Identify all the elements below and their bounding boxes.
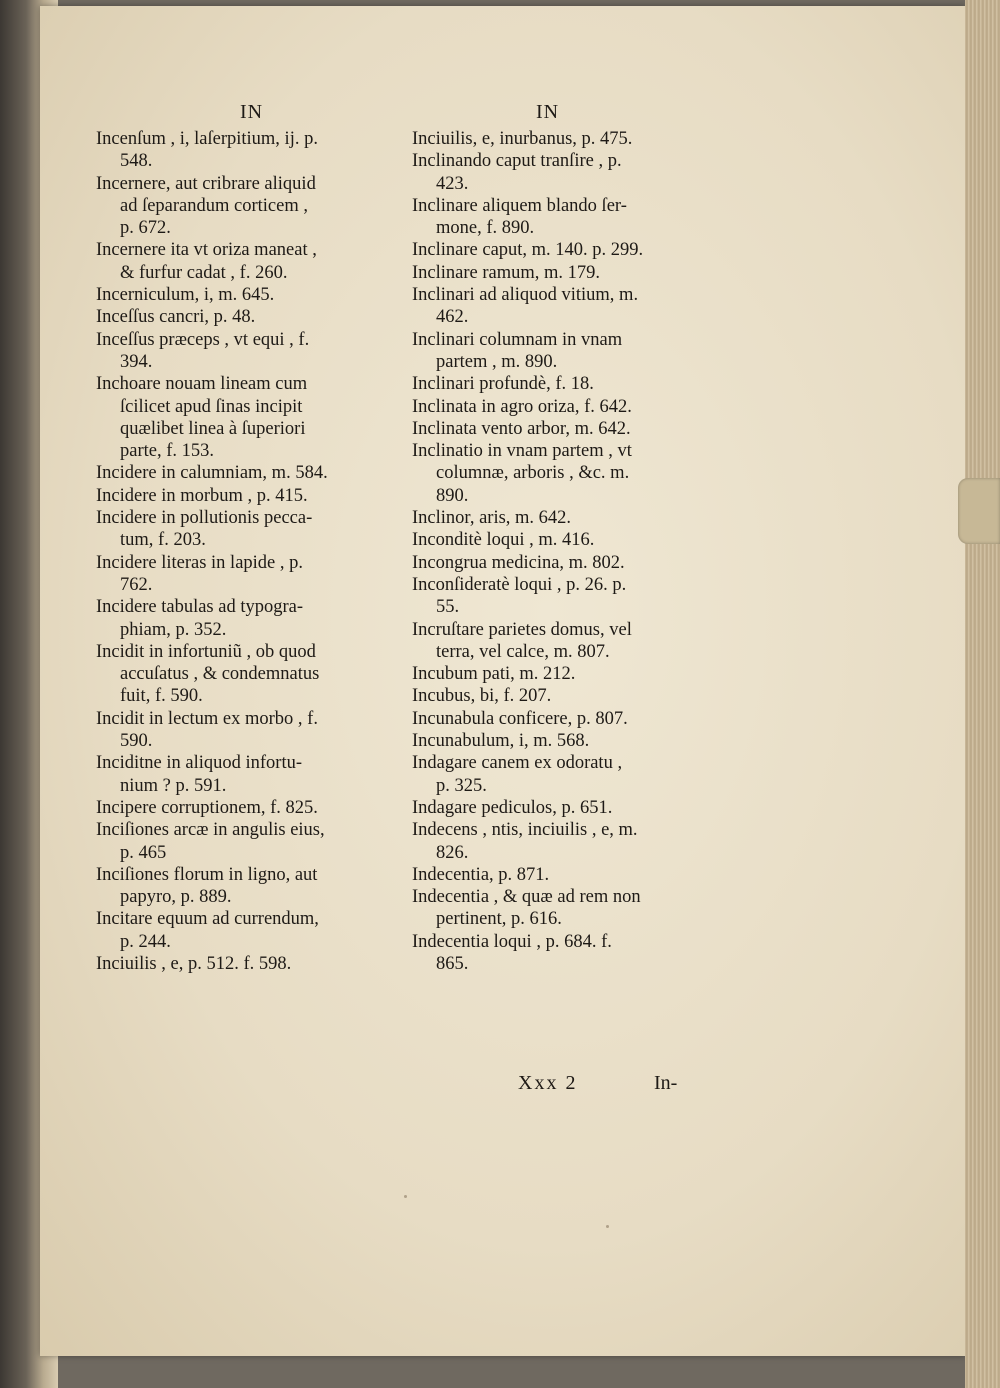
index-entry	[412, 284, 732, 329]
entry-headword-line: Incidere tabulas ad typogra-	[96, 597, 304, 618]
index-entry	[96, 239, 396, 284]
index-entry	[412, 819, 732, 864]
entry-continuation-line: & furfur cadat , f. 260.	[120, 262, 288, 283]
entry-headword-line: Incipere corruptionem, f. 825.	[96, 797, 318, 818]
index-entry	[96, 596, 396, 641]
index-entry	[412, 685, 732, 707]
entry-headword-line: Inciſiones florum in ligno, aut	[96, 864, 318, 885]
entry-headword-line: Inclinari columnam in vnam	[412, 329, 623, 350]
entry-headword-line: Inclinatio in vnam partem , vt	[412, 441, 632, 462]
right-index-column	[412, 128, 732, 975]
entry-headword-line: Inciuilis , e, p. 512. f. 598.	[96, 953, 292, 974]
catchword: In-	[654, 1072, 678, 1094]
entry-headword-line: Incidere in pollutionis pecca-	[96, 508, 313, 529]
index-entry	[96, 462, 396, 484]
index-entry	[412, 195, 732, 240]
entry-continuation-line: ad ſeparandum corticem ,	[120, 195, 308, 216]
entry-continuation-line: fuit, f. 590.	[120, 686, 203, 707]
entry-headword-line: Inclinata vento arbor, m. 642.	[412, 418, 631, 439]
index-entry	[412, 663, 732, 685]
entry-headword-line: Inclinata in agro oriza, f. 642.	[412, 396, 632, 417]
entry-continuation-line: p. 672.	[120, 218, 171, 239]
entry-headword-line: Inciditne in aliquod infortu-	[96, 753, 303, 774]
entry-continuation-line: p. 244.	[120, 931, 171, 952]
entry-continuation-line: 890.	[436, 485, 469, 506]
entry-continuation-line: ſcilicet apud ſinas incipit	[120, 396, 303, 417]
index-entry	[412, 752, 732, 797]
index-entry	[412, 262, 732, 284]
entry-headword-line: Indecens , ntis, inciuilis , e, m.	[412, 820, 638, 841]
entry-headword-line: Inclinari ad aliquod vitium, m.	[412, 285, 639, 306]
entry-headword-line: Inchoare nouam lineam cum	[96, 374, 308, 395]
entry-headword-line: Indagare canem ex odoratu ,	[412, 753, 623, 774]
entry-headword-line: Indecentia loqui , p. 684. f.	[412, 931, 612, 952]
entry-continuation-line: 55.	[436, 597, 460, 618]
entry-continuation-line: papyro, p. 889.	[120, 887, 232, 908]
entry-continuation-line: pertinent, p. 616.	[436, 909, 562, 930]
entry-headword-line: Inconditè loqui , m. 416.	[412, 530, 595, 551]
index-entry	[412, 619, 732, 664]
entry-headword-line: Incongrua medicina, m. 802.	[412, 552, 625, 573]
entry-headword-line: Indecentia, p. 871.	[412, 864, 550, 885]
index-entry	[412, 239, 732, 261]
index-entry	[96, 373, 396, 462]
entry-headword-line: Inclinare caput, m. 140. p. 299.	[412, 240, 644, 261]
index-entry	[96, 864, 396, 909]
right-column-header: IN	[536, 101, 560, 123]
index-entry	[412, 507, 732, 529]
index-entry	[412, 797, 732, 819]
entry-headword-line: Inclinari profundè, f. 18.	[412, 374, 594, 395]
entry-continuation-line: 423.	[436, 173, 469, 194]
entry-headword-line: Incidere in morbum , p. 415.	[96, 485, 308, 506]
index-entry	[96, 173, 396, 240]
index-entry	[412, 329, 732, 374]
page-marker-tab	[958, 478, 1000, 544]
index-entry	[412, 418, 732, 440]
entry-continuation-line: 865.	[436, 953, 469, 974]
paper-speck	[606, 1225, 609, 1228]
index-entry	[96, 953, 396, 975]
entry-headword-line: Incenſum , i, laſerpitium, ij. p.	[96, 129, 318, 149]
entry-continuation-line: 590.	[120, 731, 153, 752]
entry-continuation-line: columnæ, arboris , &c. m.	[436, 463, 630, 484]
index-entry	[96, 507, 396, 552]
entry-headword-line: Incidit in infortuniũ , ob quod	[96, 641, 316, 662]
index-entry	[412, 864, 732, 886]
entry-headword-line: Incitare equum ad currendum,	[96, 909, 319, 930]
index-entry	[412, 440, 732, 507]
index-entry	[96, 908, 396, 953]
index-entry	[412, 396, 732, 418]
index-entry	[96, 552, 396, 597]
entry-continuation-line: 394.	[120, 351, 153, 372]
entry-continuation-line: phiam, p. 352.	[120, 619, 227, 640]
entry-continuation-line: p. 465	[120, 842, 167, 863]
entry-continuation-line: mone, f. 890.	[436, 218, 535, 239]
index-entry	[412, 708, 732, 730]
entry-continuation-line: 826.	[436, 842, 469, 863]
index-entry	[96, 752, 396, 797]
entry-headword-line: Inconſideratè loqui , p. 26. p.	[412, 574, 627, 595]
entry-headword-line: Incunabulum, i, m. 568.	[412, 731, 590, 752]
entry-continuation-line: nium ? p. 591.	[120, 775, 227, 796]
entry-headword-line: Incubum pati, m. 212.	[412, 664, 576, 685]
entry-headword-line: Incruſtare parietes domus, vel	[412, 619, 632, 640]
index-entry	[96, 797, 396, 819]
entry-headword-line: Incidere in calumniam, m. 584.	[96, 463, 328, 484]
index-entry	[96, 306, 396, 328]
entry-headword-line: Incernere ita vt oriza maneat ,	[96, 240, 317, 261]
entry-headword-line: Inclinando caput tranſire , p.	[412, 151, 622, 172]
entry-headword-line: Inclinare aliquem blando ſer-	[412, 195, 627, 216]
entry-headword-line: Inceſſus præceps , vt equi , f.	[96, 329, 310, 350]
index-entry	[412, 373, 732, 395]
index-entry	[412, 886, 732, 931]
entry-headword-line: Inciuilis, e, inurbanus, p. 475.	[412, 129, 633, 149]
signature-mark: Xxx 2	[518, 1072, 578, 1094]
entry-continuation-line: 762.	[120, 574, 153, 595]
index-entry	[412, 574, 732, 619]
entry-continuation-line: 548.	[120, 151, 153, 172]
entry-continuation-line: terra, vel calce, m. 807.	[436, 641, 610, 662]
entry-headword-line: Incunabula conficere, p. 807.	[412, 708, 628, 729]
entry-continuation-line: quælibet linea à ſuperiori	[120, 418, 306, 439]
left-column-header: IN	[240, 101, 264, 123]
entry-continuation-line: 462.	[436, 307, 469, 328]
entry-headword-line: Incidit in lectum ex morbo , f.	[96, 708, 318, 729]
left-index-column	[96, 128, 396, 975]
page-edges	[965, 0, 1000, 1388]
entry-continuation-line: accuſatus , & condemnatus	[120, 664, 320, 685]
index-entry	[412, 529, 732, 551]
entry-headword-line: Inclinor, aris, m. 642.	[412, 508, 572, 529]
entry-continuation-line: partem , m. 890.	[436, 351, 558, 372]
paper-speck	[404, 1195, 407, 1198]
index-entry	[412, 128, 732, 150]
index-entry	[96, 329, 396, 374]
entry-headword-line: Incidere literas in lapide , p.	[96, 552, 304, 573]
index-entry	[96, 128, 396, 173]
index-entry	[412, 730, 732, 752]
entry-continuation-line: p. 325.	[436, 775, 487, 796]
entry-continuation-line: tum, f. 203.	[120, 530, 206, 551]
index-entry	[412, 150, 732, 195]
index-entry	[412, 552, 732, 574]
index-entry	[96, 819, 396, 864]
entry-headword-line: Indecentia , & quæ ad rem non	[412, 887, 641, 908]
entry-continuation-line: parte, f. 153.	[120, 441, 215, 462]
entry-headword-line: Indagare pediculos, p. 651.	[412, 797, 613, 818]
entry-headword-line: Incubus, bi, f. 207.	[412, 686, 552, 707]
entry-headword-line: Inciſiones arcæ in angulis eius,	[96, 820, 325, 841]
index-entry	[96, 708, 396, 753]
entry-headword-line: Inceſſus cancri, p. 48.	[96, 307, 256, 328]
index-entry	[96, 641, 396, 708]
index-entry	[96, 485, 396, 507]
index-entry	[96, 284, 396, 306]
entry-headword-line: Incernere, aut cribrare aliquid	[96, 173, 316, 194]
entry-headword-line: Inclinare ramum, m. 179.	[412, 262, 601, 283]
entry-headword-line: Incerniculum, i, m. 645.	[96, 285, 275, 306]
index-entry	[412, 931, 732, 976]
